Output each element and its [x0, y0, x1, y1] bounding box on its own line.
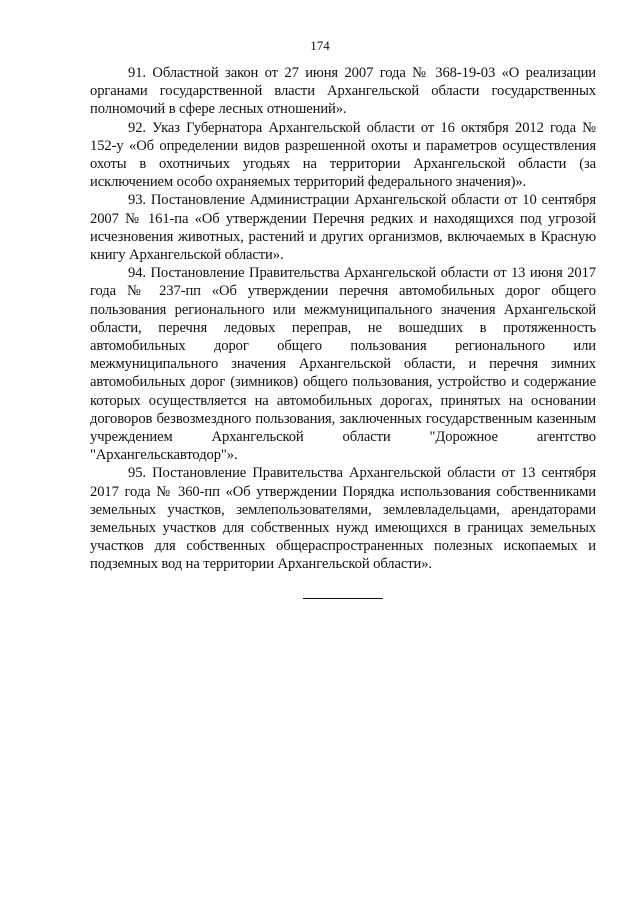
- list-item-91: 91. Областной закон от 27 июня 2007 года № 368-19-03 «О реализации органами государственной власти Архангельской области государственных полномочий в сфере лесных отношений».: [90, 65, 596, 118]
- list-item-93: 93. Постановление Администрации Архангельской области от 10 сентября 2007 № 161-па «Об утверждении Перечня редких и находящихся под угрозой исчезновения животных, растений и других организмов, включаемых в Красную книгу Архангельской области».: [90, 192, 596, 264]
- page-number: 174: [310, 38, 330, 53]
- list-item-95: 95. Постановление Правительства Архангельской области от 13 сентября 2017 года № 360-пп «Об утверждении Порядка использования собственниками земельных участков, землепользователями, землевладельцами, арендаторами земельных участков для собственных нужд имеющихся в границах земельных участков для собственных общераспространенных полезных ископаемых и подземных вод на территории Архангельской области».: [90, 465, 596, 573]
- end-divider-line: [303, 598, 383, 599]
- list-item-94: 94. Постановление Правительства Архангельской области от 13 июня 2017 года № 237-пп «Об утверждении перечня автомобильных дорог общего пользования регионального или межмуниципального значения Архангельской области, перечня ледовых переправ, не вошедших в протяженность автомобильных дорог общего пользования регионального или межмуниципального значения Архангельской области, и перечня зимних автомобильных дорог (зимников) общего пользования, устройство и содержание которых осуществляется на автомобильных дорогах, принятых на основании договоров безвозмездного пользования, заключенных государственным казенным учреждением Архангельской области "Дорожное агентство "Архангельскавтодор"».: [90, 265, 596, 464]
- document-body: [90, 64, 596, 574]
- list-item-92: 92. Указ Губернатора Архангельской области от 16 октября 2012 года № 152-у «Об определении видов разрешенной охоты и параметров осуществления охоты в охотничьих угодьях на территории Архангельской области (за исключением особо охраняемых территорий федерального значения)».: [90, 119, 596, 191]
